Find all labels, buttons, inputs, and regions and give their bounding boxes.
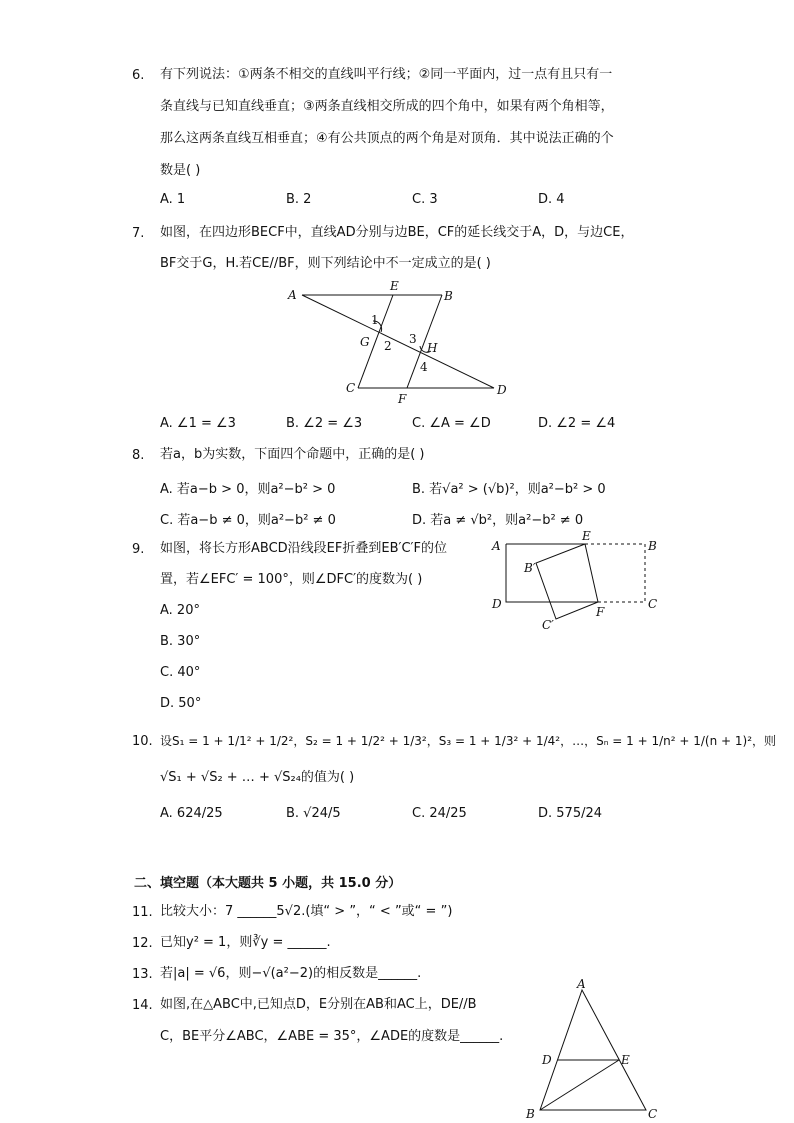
q13-text: 若|a| = √6，则−√(a²−2)的相反数是______. <box>160 966 422 981</box>
q10-option-d: D. 575/24 <box>538 806 603 821</box>
q7-label-2: 2 <box>384 339 392 353</box>
q9-label-e: E <box>582 529 591 543</box>
q9-label-c: C <box>648 597 658 611</box>
q9-option-d: D. 50° <box>160 696 202 711</box>
q14-line-2: C，BE平分∠ABC，∠ABE = 35°，∠ADE的度数是______. <box>160 1029 504 1044</box>
q9-label-cprime: C′ <box>542 618 554 632</box>
q10-option-c: C. 24/25 <box>412 806 467 821</box>
q7-label-4: 4 <box>420 360 428 374</box>
q14-label-e: E <box>621 1053 630 1067</box>
q9-label-f: F <box>596 605 605 619</box>
q7-option-c: C. ∠A = ∠D <box>412 416 491 431</box>
q6-line-3: 那么这两条直线互相垂直；④有公共顶点的两个角是对顶角．其中说法正确的个 <box>160 131 614 146</box>
q8-line-1: 若a，b为实数，下面四个命题中，正确的是( ) <box>160 447 425 462</box>
q6-line-2: 条直线与已知直线垂直；③两条直线相交所成的四个角中，如果有两个角相等， <box>160 99 614 114</box>
q14-label-c: C <box>648 1107 658 1121</box>
q9-option-b: B. 30° <box>160 634 201 649</box>
q14-label-d: D <box>542 1053 552 1067</box>
q9-line-1: 如图，将长方形ABCD沿线段EF折叠到EB′C′F的位 <box>160 541 447 556</box>
q7-option-a: A. ∠1 = ∠3 <box>160 416 236 431</box>
q7-label-1: 1 <box>371 313 379 327</box>
q8-option-a: A. 若a−b > 0，则a²−b² > 0 <box>160 482 336 497</box>
q7-label-b: B <box>444 289 453 303</box>
q7-label-3: 3 <box>409 332 417 346</box>
q9-option-c: C. 40° <box>160 665 201 680</box>
q7-label-a: A <box>288 288 297 302</box>
q10-option-a: A. 624/25 <box>160 806 223 821</box>
q7-label-e: E <box>390 279 399 293</box>
q9-label-b: B <box>648 539 657 553</box>
q10-number: 10. <box>132 734 153 749</box>
q12-text: 已知y² = 1，则∛y = ______. <box>160 935 331 950</box>
q12-number: 12. <box>132 936 153 951</box>
q14-line-1: 如图,在△ABC中,已知点D，E分别在AB和AC上，DE//B <box>160 997 477 1012</box>
q7-option-d: D. ∠2 = ∠4 <box>538 416 616 431</box>
q8-option-c: C. 若a−b ≠ 0，则a²−b² ≠ 0 <box>160 513 336 528</box>
q6-line-1: 有下列说法：①两条不相交的直线叫平行线；②同一平面内，过一点有且只有一 <box>160 67 613 82</box>
q8-option-d: D. 若a ≠ √b²，则a²−b² ≠ 0 <box>412 513 584 528</box>
q10-line-2: √S₁ + √S₂ + … + √S₂₄的值为( ) <box>160 770 355 785</box>
q7-label-c: C <box>346 381 356 395</box>
q14-label-b: B <box>526 1107 535 1121</box>
q9-number: 9. <box>132 542 145 557</box>
q9-figure <box>488 528 668 632</box>
q6-option-c: C. 3 <box>412 192 438 207</box>
q7-label-d: D <box>497 383 507 397</box>
q7-figure <box>280 276 520 408</box>
q9-label-d: D <box>492 597 502 611</box>
q7-label-f: F <box>398 392 407 406</box>
q11-number: 11. <box>132 905 153 920</box>
q9-label-bprime: B′ <box>524 561 536 575</box>
q8-number: 8. <box>132 448 145 463</box>
q14-number: 14. <box>132 998 153 1013</box>
q9-option-a: A. 20° <box>160 603 200 618</box>
q10-line-1: 设S₁ = 1 + 1/1² + 1/2²，S₂ = 1 + 1/2² + 1/3²，S₃ = 1 + 1/3² + 1/4²，…，Sₙ = 1 + 1/n² + 1/(n + 1)²，则 <box>160 734 777 748</box>
q6-option-a: A. 1 <box>160 192 186 207</box>
q9-label-a: A <box>492 539 501 553</box>
section-2-heading: 二、填空题（本大题共 5 小题，共 15.0 分） <box>134 876 402 891</box>
q13-number: 13. <box>132 967 153 982</box>
q7-number: 7. <box>132 226 145 241</box>
q14-label-a: A <box>577 977 586 991</box>
q6-number: 6. <box>132 68 145 83</box>
q14-figure <box>520 976 670 1122</box>
q7-line-1: 如图，在四边形BECF中，直线AD分别与边BE，CF的延长线交于A，D，与边CE， <box>160 225 634 240</box>
q6-option-b: B. 2 <box>286 192 312 207</box>
q6-option-d: D. 4 <box>538 192 565 207</box>
q7-option-b: B. ∠2 = ∠3 <box>286 416 363 431</box>
q6-line-4: 数是( ) <box>160 163 201 178</box>
q8-option-b: B. 若√a² > (√b)²，则a²−b² > 0 <box>412 482 606 497</box>
q10-option-b: B. √24/5 <box>286 806 341 821</box>
q7-label-g: G <box>360 335 370 349</box>
q7-label-h: H <box>427 341 438 355</box>
q11-text: 比较大小：7 ______5√2.(填“ > ”，“ < ”或“ = ”) <box>160 904 453 919</box>
q9-line-2: 置，若∠EFC′ = 100°，则∠DFC′的度数为( ) <box>160 572 423 587</box>
q7-line-2: BF交于G，H.若CE//BF，则下列结论中不一定成立的是( ) <box>160 256 491 271</box>
